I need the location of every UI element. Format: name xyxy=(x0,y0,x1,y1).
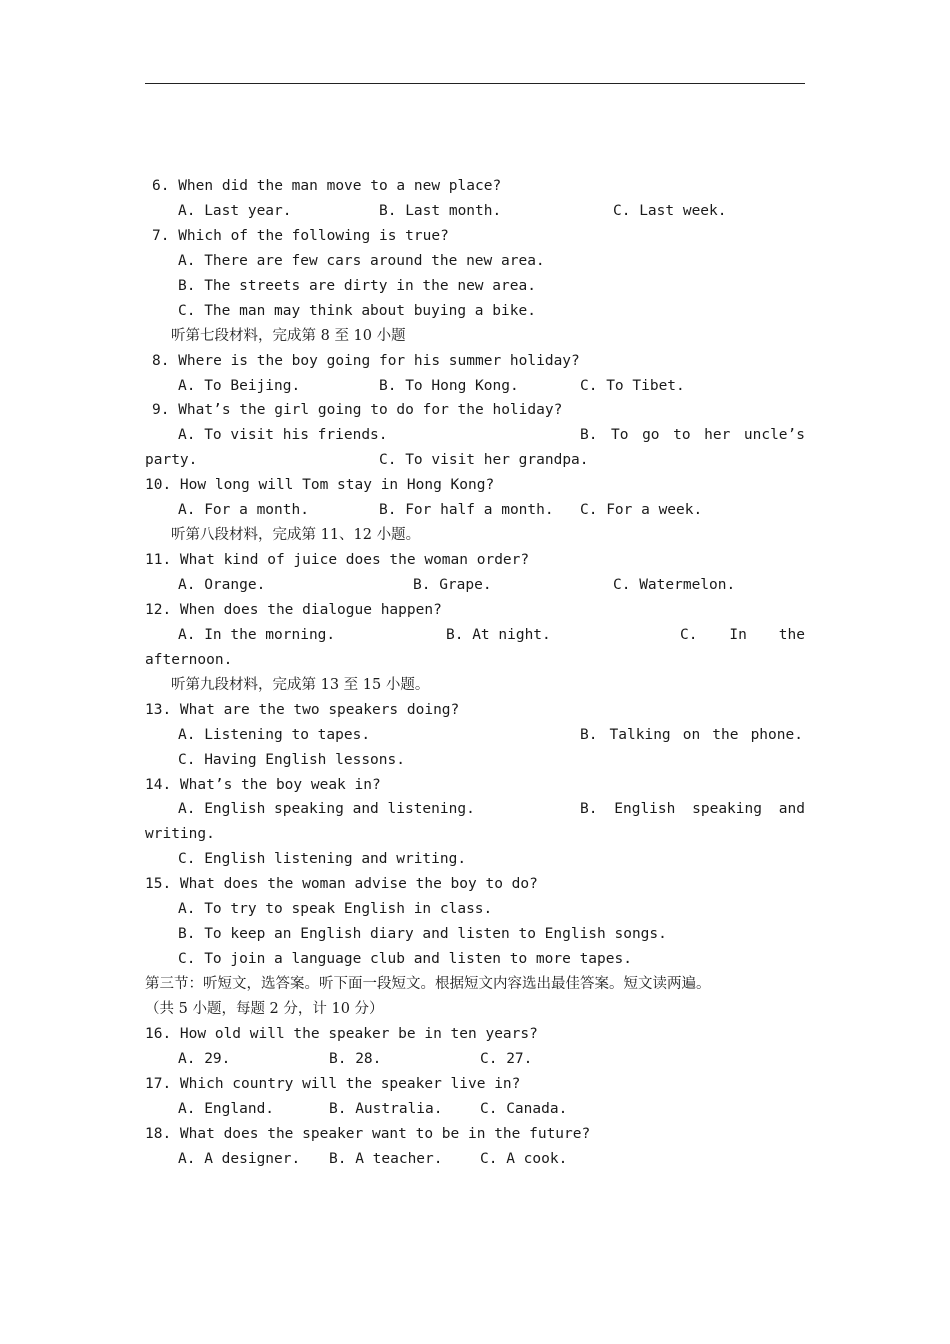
option-a: A. Last year. xyxy=(178,202,292,219)
option-a: A. A designer. xyxy=(178,1150,301,1167)
question-16-options xyxy=(145,1047,805,1072)
option-c: C. Watermelon. xyxy=(613,577,736,593)
option-c-continued: afternoon. xyxy=(145,651,233,668)
option-a: A. There are few cars around the new area. xyxy=(178,252,545,269)
option-c: C. English listening and writing. xyxy=(178,851,467,868)
word: B. xyxy=(580,726,598,743)
question-6-stem: 6. When did the man move to a new place? xyxy=(152,178,502,194)
word: to xyxy=(673,427,691,444)
option-b: B. A teacher. xyxy=(329,1150,443,1167)
question-17-stem: 17. Which country will the speaker live in? xyxy=(145,1075,521,1092)
option-a: A. 29. xyxy=(178,1050,231,1067)
option-c: C. Last week. xyxy=(613,202,727,219)
option-b-continued: party. xyxy=(145,452,198,469)
option-c: C. 27. xyxy=(480,1050,533,1067)
listening-section xyxy=(145,174,805,1172)
word: her xyxy=(704,427,731,444)
option-c: C. Having English lessons. xyxy=(178,751,405,768)
question-18-options xyxy=(145,1147,805,1172)
option-b: B. To keep an English diary and listen to English songs. xyxy=(178,926,667,943)
question-8-stem: 8. Where is the boy going for his summer holiday? xyxy=(152,352,580,369)
question-8-options xyxy=(145,374,805,399)
word: phone. xyxy=(750,726,803,743)
option-b: B. To Hong Kong. xyxy=(379,377,519,394)
option-c: C. For a week. xyxy=(580,502,703,519)
header-rule xyxy=(145,83,805,84)
option-a: A. English speaking and listening. xyxy=(178,801,475,818)
question-9-stem: 9. What’s the girl going to do for the holiday? xyxy=(152,402,563,419)
question-14-options-row1 xyxy=(145,797,805,822)
section-3-heading: 第三节：听短文，选答案。听下面一段短文。根据短文内容选出最佳答案。短文读两遍。 xyxy=(145,976,711,992)
question-9-options-row2 xyxy=(145,448,805,473)
option-b: B. For half a month. xyxy=(379,502,554,519)
word: B. xyxy=(580,801,598,818)
question-11-stem: 11. What kind of juice does the woman order? xyxy=(145,552,530,569)
option-b-continued: writing. xyxy=(145,826,215,843)
word: the xyxy=(712,726,739,743)
question-10-options xyxy=(145,498,805,523)
question-14-stem: 14. What’s the boy weak in? xyxy=(145,776,381,793)
option-b xyxy=(580,423,805,448)
option-b: B. Grape. xyxy=(413,577,492,593)
question-13-stem: 13. What are the two speakers doing? xyxy=(145,701,460,718)
question-6-options xyxy=(145,199,805,224)
section-3-scoring: （共 5 小题，每题 2 分，计 10 分） xyxy=(145,1000,384,1017)
word: uncle’s xyxy=(743,427,805,444)
option-c: C. The man may think about buying a bike. xyxy=(178,302,536,319)
word: on xyxy=(682,726,701,743)
option-b xyxy=(580,797,805,822)
question-9-options-row1 xyxy=(145,423,805,448)
word: In xyxy=(729,626,747,643)
option-a: A. For a month. xyxy=(178,502,309,519)
section-8-heading: 听第八段材料，完成第 11、12 小题。 xyxy=(171,527,421,544)
question-12-stem: 12. When does the dialogue happen? xyxy=(145,601,442,618)
option-a: A. England. xyxy=(178,1100,275,1117)
option-a: A. Orange. xyxy=(178,577,266,593)
option-a: A. To visit his friends. xyxy=(178,427,388,444)
option-a: A. Listening to tapes. xyxy=(178,726,371,743)
option-b: B. 28. xyxy=(329,1050,382,1067)
option-c: C. Canada. xyxy=(480,1100,568,1117)
question-15-stem: 15. What does the woman advise the boy to do? xyxy=(145,876,538,893)
question-18-stem: 18. What does the speaker want to be in the future? xyxy=(145,1125,591,1142)
question-11-options xyxy=(145,573,805,598)
question-16-stem: 16. How old will the speaker be in ten years? xyxy=(145,1025,538,1042)
word: Talking xyxy=(609,726,671,743)
word: To xyxy=(611,427,629,444)
word: C. xyxy=(680,626,698,643)
option-b: B. The streets are dirty in the new area. xyxy=(178,277,536,294)
option-b xyxy=(580,723,803,748)
option-b: B. At night. xyxy=(446,626,551,643)
question-12-options-row1 xyxy=(145,623,805,648)
question-7-stem: 7. Which of the following is true? xyxy=(152,227,449,244)
word: and xyxy=(778,801,805,818)
word: B. xyxy=(580,427,598,444)
word: speaking xyxy=(692,801,762,818)
section-9-heading: 听第九段材料，完成第 13 至 15 小题。 xyxy=(171,676,430,693)
option-b: B. Last month. xyxy=(379,202,502,219)
option-a: A. To try to speak English in class. xyxy=(178,901,493,918)
option-c xyxy=(680,623,805,648)
word: English xyxy=(614,801,676,818)
option-c: C. To join a language club and listen to more tapes. xyxy=(178,951,632,968)
section-7-heading: 听第七段材料，完成第 8 至 10 小题 xyxy=(171,327,406,344)
option-a: A. In the morning. xyxy=(178,626,336,643)
word: go xyxy=(642,427,660,444)
question-10-stem: 10. How long will Tom stay in Hong Kong? xyxy=(145,477,495,494)
question-13-options-row1 xyxy=(145,723,805,748)
question-17-options xyxy=(145,1097,805,1122)
option-c: C. A cook. xyxy=(480,1150,568,1167)
option-c: C. To visit her grandpa. xyxy=(379,452,589,469)
word: the xyxy=(778,626,805,643)
option-a: A. To Beijing. xyxy=(178,377,301,394)
option-b: B. Australia. xyxy=(329,1100,443,1117)
option-c: C. To Tibet. xyxy=(580,377,685,394)
